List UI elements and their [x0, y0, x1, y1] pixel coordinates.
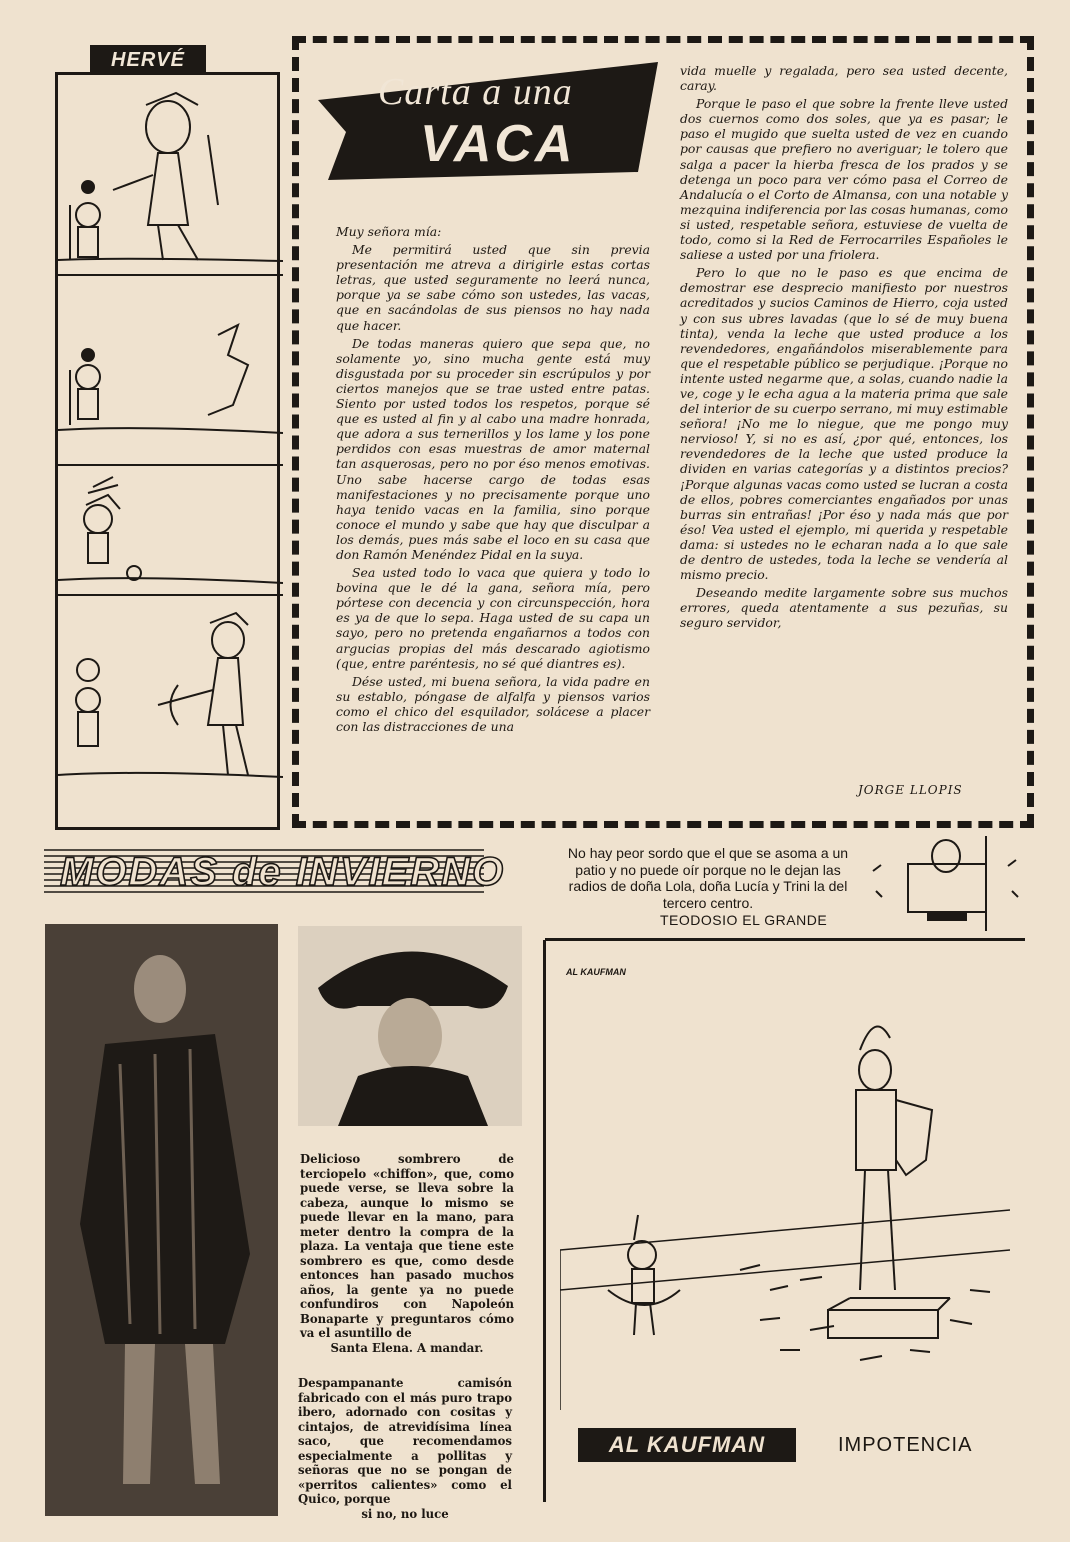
- caption-nightgown-text: Despampanante camisón fabricado con el más puro trapo ibero, adornado con cositas y cintajos, de atrevidísima línea saco, que recomendamos especialmente a pollitas y señoras que no se pongan de «perritos calientes» como el Quico, porque: [298, 1376, 512, 1506]
- comic-strip-drawing: [58, 75, 283, 833]
- kaufman-signature-small: AL KAUFMAN: [566, 967, 626, 977]
- caption-hat: [300, 1152, 514, 1355]
- photo-man-costume: [45, 924, 278, 1516]
- carta-title-line1: Carta a una: [378, 71, 573, 113]
- carta-paragraph: Pero lo que no le paso es que encima de demostrar ese desprecio manifiesto por nuestros acreditados y sucios Caminos de Hierro, coja usted y con sus ubres lavadas (que lo sé de muy buena tinta), venda la leche que usted produce a los revendedores, engañándolos miserablemente para que el respetable público se perjudique. ¡Porque no intente usted negarme que, a solas, cuando nadie la ve, coge y le echa agua a la materia prima que sale del interior de su cuerpo serrano, mi muy estimable señora! ¡No me lo niegue, que me pongo muy nervioso! Y, si no es así, ¿por qué, entonces, los revendedores de la leche que usted produce la dividen en varias categorías y a distintos precios? ¡Porque algunas vacas como usted se lucran a costa de ellos, pobres comerciantes engañados por unas burras sin entrañas! ¡Por éso y nada más que por éso! Vea usted el ejemplo, mi querida y respetable dama: si ustedes no le echaran nada a lo que sale de dentro de ustedes, toda la leche se vendería al mismo precio.: [680, 265, 1008, 583]
- kaufman-label: AL KAUFMAN: [578, 1428, 796, 1462]
- caption-hat-last-line: Santa Elena. A mandar.: [330, 1340, 484, 1355]
- kaufman-cartoon-title: IMPOTENCIA: [838, 1434, 973, 1456]
- carta-paragraph: De todas maneras quiero que sepa que, no solamente yo, sino mucha gente está muy disgustada por su proceder sin escrúpulos y por ciertos manejos que se trae usted entre patas. Siento por usted todos los respetos, porque sé que es usted al fin y al cabo una madre honrada, que adora a sus ternerillos y los lame y los pone perdidos con esas muestras de amor maternal tan asquerosas, pero no por éso menos emotivas. Uno sabe hacerse cargo de todas esas manifestaciones y no precisamente porque uno haya tenido vacas en la familia, sino porque conoce el mundo y sabe que hay que disculpar a los demás, pues más sabe el loco en su casa que don Ramón Menéndez Pidal en la suya.: [336, 335, 650, 562]
- carta-paragraph: Dése usted, mi buena señora, la vida padre en su establo, póngase de alfalfa y piensos varios como el chico del esquilador, solácese a placer con las distracciones de una: [336, 673, 650, 734]
- carta-column-2: [680, 63, 1008, 630]
- teodosio-joke: No hay peor sordo que el que se asoma a un patio y no puede oír porque no le dejan las radios de doña Lola, doña Lucía y Trini la del tercero centro.: [567, 845, 849, 911]
- caption-hat-text: Delicioso sombrero de terciopelo «chiffon», que, como puede verse, se lleva sobre la cabeza, aunque lo mismo se puede llevar en la mano, para meter dentro la compra de la plaza. La ventaja que tiene este sombrero es que, como desde entonces han pasado muchos años, la gente ya no puede confundiros con Napoleón Bonaparte y preguntaros cómo va el asuntillo de: [300, 1152, 514, 1340]
- carta-paragraph: Deseando medite largamente sobre sus muchos errores, queda atentamente a sus pezuñas, su seguro servidor,: [680, 585, 1008, 631]
- photo-man-drawing: [45, 924, 278, 1516]
- teodosio-cartoon: [868, 836, 1028, 936]
- carta-paragraph: Sea usted todo lo vaca que quiera y todo lo bovina que le dé la gana, señora mía, pero pórtese con decencia y con circunspección, hora es ya de que lo sepa. Haga usted de su capa un sayo, pero no pretenda engañarnos a todos con argucias propias del más descarado agiotismo (que, entre paréntesis, no sé qué diantres es).: [336, 565, 650, 671]
- carta-title-line2: VACA: [420, 115, 576, 173]
- carta-paragraph: Me permitirá usted que sin previa presentación me atreva a dirigirle estas cortas letras, que usted seguramente no leerá nunca, porque ya se sabe cómo son ustedes, las vacas, que en sacándolas de sus piensos no hay nada que hacer.: [336, 242, 650, 333]
- caption-nightgown-last-line: si no, no luce: [361, 1506, 449, 1521]
- herve-label: HERVÉ: [90, 45, 206, 75]
- photo-woman-drawing: [298, 926, 522, 1126]
- carta-paragraph: Porque le paso el que sobre la frente lleve usted dos cuernos como dos soles, que ya es pasar; le paso el mugido que suelta usted de vez en cuando por causas que prefiero no averiguar; le tolero que salga a pacer la hierba fresca de los prados y se detenga un poco para ver cómo pasa el Correo de Andalucía o el Corto de Almansa, con una notable y mezquina indiferencia por las cosas humanas, como si usted, respetable señora, estuviese de vuelta de todo, como si la Red de Ferrocarriles Españoles le saliese a usted por una friolera.: [680, 96, 1008, 263]
- modas-title: MODAS de INVIERNO: [60, 850, 506, 894]
- caption-nightgown: [298, 1376, 512, 1521]
- photo-woman-hat: [298, 926, 522, 1126]
- carta-paragraph: vida muelle y regalada, pero sea usted decente, caray.: [680, 63, 1008, 94]
- carta-column-1: [336, 224, 650, 734]
- carta-paragraph: Muy señora mía:: [336, 224, 442, 239]
- carta-title-banner: [318, 62, 666, 180]
- herve-comic-strip: [55, 72, 280, 830]
- carta-signature: JORGE LLOPIS: [858, 783, 963, 797]
- teodosio-author: TEODOSIO EL GRANDE: [660, 912, 828, 928]
- kaufman-cartoon-drawing: [560, 990, 1010, 1410]
